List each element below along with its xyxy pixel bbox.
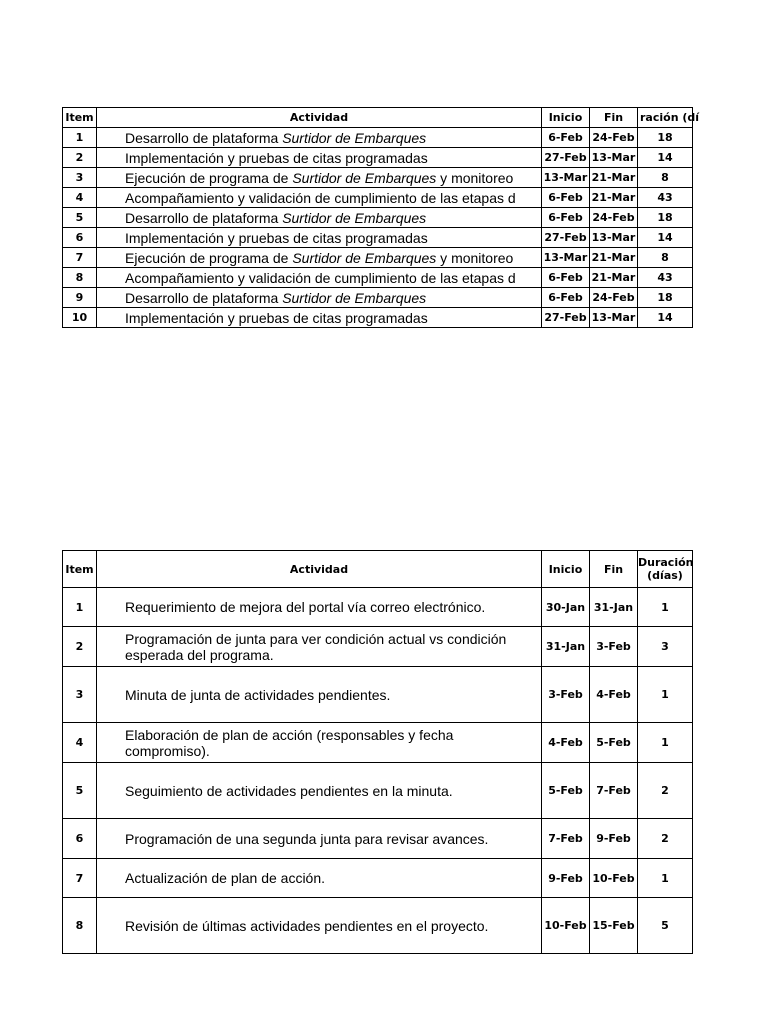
cell-duracion: 18	[638, 288, 693, 308]
cell-inicio: 31-Jan	[542, 627, 590, 667]
cell-item: 5	[63, 763, 97, 819]
cell-fin: 24-Feb	[590, 208, 638, 228]
header-actividad: Actividad	[97, 108, 542, 128]
cell-actividad: Programación de junta para ver condición actual vs condición esperada del programa.	[97, 627, 542, 667]
cell-item: 4	[63, 188, 97, 208]
header-inicio: Inicio	[542, 551, 590, 588]
table-row	[63, 288, 693, 308]
activity-text: Acompañamiento y validación de cumplimiento de las etapas d	[125, 269, 516, 286]
cell-item: 3	[63, 168, 97, 188]
cell-duracion: 1	[638, 588, 693, 627]
cell-duracion: 2	[638, 763, 693, 819]
activity-text-italic: Surtidor de Embarques	[282, 129, 427, 146]
cell-duracion: 2	[638, 819, 693, 859]
header-duracion: ración (dí	[638, 108, 693, 128]
activity-text-italic: Surtidor de Embarques	[282, 209, 427, 226]
cell-duracion: 43	[638, 268, 693, 288]
cell-inicio: 9-Feb	[542, 859, 590, 898]
activity-text: Desarrollo de plataforma	[125, 289, 283, 306]
table-row	[63, 627, 693, 667]
cell-inicio: 6-Feb	[542, 288, 590, 308]
cell-duracion: 43	[638, 188, 693, 208]
table-row	[63, 859, 693, 898]
cell-inicio: 3-Feb	[542, 667, 590, 723]
cell-inicio: 13-Mar	[542, 168, 590, 188]
cell-inicio: 5-Feb	[542, 763, 590, 819]
cell-inicio: 27-Feb	[542, 308, 590, 328]
cell-item: 6	[63, 228, 97, 248]
cell-duracion: 3	[638, 627, 693, 667]
cell-duracion: 18	[638, 128, 693, 148]
cell-actividad: Requerimiento de mejora del portal vía correo electrónico.	[97, 588, 542, 627]
cell-fin: 31-Jan	[590, 588, 638, 627]
cell-item: 10	[63, 308, 97, 328]
cell-fin: 3-Feb	[590, 627, 638, 667]
cell-inicio: 6-Feb	[542, 128, 590, 148]
cell-fin: 15-Feb	[590, 898, 638, 954]
cell-inicio: 4-Feb	[542, 723, 590, 763]
cell-actividad	[97, 268, 542, 288]
table-row	[63, 128, 693, 148]
table-row	[63, 667, 693, 723]
cell-duracion: 14	[638, 308, 693, 328]
cell-actividad	[97, 188, 542, 208]
cell-inicio: 6-Feb	[542, 208, 590, 228]
cell-item: 1	[63, 588, 97, 627]
cell-actividad: Minuta de junta de actividades pendientes.	[97, 667, 542, 723]
table-row	[63, 898, 693, 954]
cell-inicio: 7-Feb	[542, 819, 590, 859]
cell-duracion: 1	[638, 667, 693, 723]
table-row	[63, 308, 693, 328]
cell-actividad	[97, 288, 542, 308]
cell-inicio: 30-Jan	[542, 588, 590, 627]
cell-actividad: Seguimiento de actividades pendientes en la minuta.	[97, 763, 542, 819]
table-row	[63, 188, 693, 208]
cell-actividad: Actualización de plan de acción.	[97, 859, 542, 898]
cell-fin: 9-Feb	[590, 819, 638, 859]
cell-item: 1	[63, 128, 97, 148]
activity-text: Desarrollo de plataforma	[125, 129, 283, 146]
table-row	[63, 208, 693, 228]
cell-fin: 21-Mar	[590, 248, 638, 268]
activity-text-suffix: y monitoreo	[436, 249, 514, 266]
cell-item: 2	[63, 627, 97, 667]
cell-item: 8	[63, 268, 97, 288]
table-header-row	[63, 108, 693, 128]
activity-text-italic: Surtidor de Embarques	[292, 169, 437, 186]
cell-item: 7	[63, 248, 97, 268]
schedule-table-1	[62, 107, 700, 328]
cell-fin: 13-Mar	[590, 148, 638, 168]
cell-actividad	[97, 168, 542, 188]
cell-actividad: Programación de una segunda junta para revisar avances.	[97, 819, 542, 859]
cell-fin: 13-Mar	[590, 228, 638, 248]
table-row	[63, 248, 693, 268]
cell-duracion: 8	[638, 168, 693, 188]
cell-fin: 5-Feb	[590, 723, 638, 763]
table-row	[63, 819, 693, 859]
cell-item: 7	[63, 859, 97, 898]
cell-duracion: 8	[638, 248, 693, 268]
cell-fin: 24-Feb	[590, 128, 638, 148]
cell-item: 8	[63, 898, 97, 954]
cell-inicio: 27-Feb	[542, 148, 590, 168]
activity-text-italic: Surtidor de Embarques	[292, 249, 437, 266]
activity-text: Implementación y pruebas de citas programadas	[125, 149, 428, 166]
cell-inicio: 27-Feb	[542, 228, 590, 248]
cell-inicio: 6-Feb	[542, 188, 590, 208]
schedule-table-2	[62, 550, 693, 954]
cell-actividad	[97, 208, 542, 228]
table-row	[63, 588, 693, 627]
cell-fin: 13-Mar	[590, 308, 638, 328]
cell-actividad	[97, 248, 542, 268]
activity-text: Ejecución de programa de	[125, 249, 293, 266]
table-row	[63, 723, 693, 763]
cell-item: 6	[63, 819, 97, 859]
header-fin: Fin	[590, 108, 638, 128]
cell-item: 9	[63, 288, 97, 308]
cell-duracion: 1	[638, 859, 693, 898]
cell-inicio: 6-Feb	[542, 268, 590, 288]
cell-item: 3	[63, 667, 97, 723]
activity-text: Acompañamiento y validación de cumplimiento de las etapas d	[125, 189, 516, 206]
activity-text-suffix: y monitoreo	[436, 169, 514, 186]
cell-actividad	[97, 148, 542, 168]
activity-text: Implementación y pruebas de citas programadas	[125, 229, 428, 246]
cell-duracion: 1	[638, 723, 693, 763]
table-row	[63, 168, 693, 188]
table-header-row	[63, 551, 693, 588]
cell-fin: 24-Feb	[590, 288, 638, 308]
cell-actividad: Elaboración de plan de acción (responsables y fecha compromiso).	[97, 723, 542, 763]
activity-text: Implementación y pruebas de citas programadas	[125, 309, 428, 326]
cell-actividad	[97, 128, 542, 148]
header-item: Item	[63, 108, 97, 128]
activity-text: Ejecución de programa de	[125, 169, 293, 186]
cell-duracion: 5	[638, 898, 693, 954]
table-row	[63, 763, 693, 819]
cell-fin: 21-Mar	[590, 168, 638, 188]
cell-actividad: Revisión de últimas actividades pendientes en el proyecto.	[97, 898, 542, 954]
header-duracion: Duración (días)	[638, 551, 693, 588]
cell-fin: 10-Feb	[590, 859, 638, 898]
cell-duracion: 14	[638, 148, 693, 168]
cell-item: 5	[63, 208, 97, 228]
table-row	[63, 228, 693, 248]
cell-fin: 21-Mar	[590, 188, 638, 208]
cell-fin: 4-Feb	[590, 667, 638, 723]
cell-duracion: 14	[638, 228, 693, 248]
header-item: Item	[63, 551, 97, 588]
cell-fin: 21-Mar	[590, 268, 638, 288]
activity-text: Desarrollo de plataforma	[125, 209, 283, 226]
activity-text-italic: Surtidor de Embarques	[282, 289, 427, 306]
cell-inicio: 13-Mar	[542, 248, 590, 268]
table-row	[63, 268, 693, 288]
cell-item: 4	[63, 723, 97, 763]
table-row	[63, 148, 693, 168]
cell-actividad	[97, 228, 542, 248]
cell-item: 2	[63, 148, 97, 168]
header-fin: Fin	[590, 551, 638, 588]
cell-fin: 7-Feb	[590, 763, 638, 819]
header-actividad: Actividad	[97, 551, 542, 588]
cell-duracion: 18	[638, 208, 693, 228]
cell-inicio: 10-Feb	[542, 898, 590, 954]
header-inicio: Inicio	[542, 108, 590, 128]
cell-actividad	[97, 308, 542, 328]
